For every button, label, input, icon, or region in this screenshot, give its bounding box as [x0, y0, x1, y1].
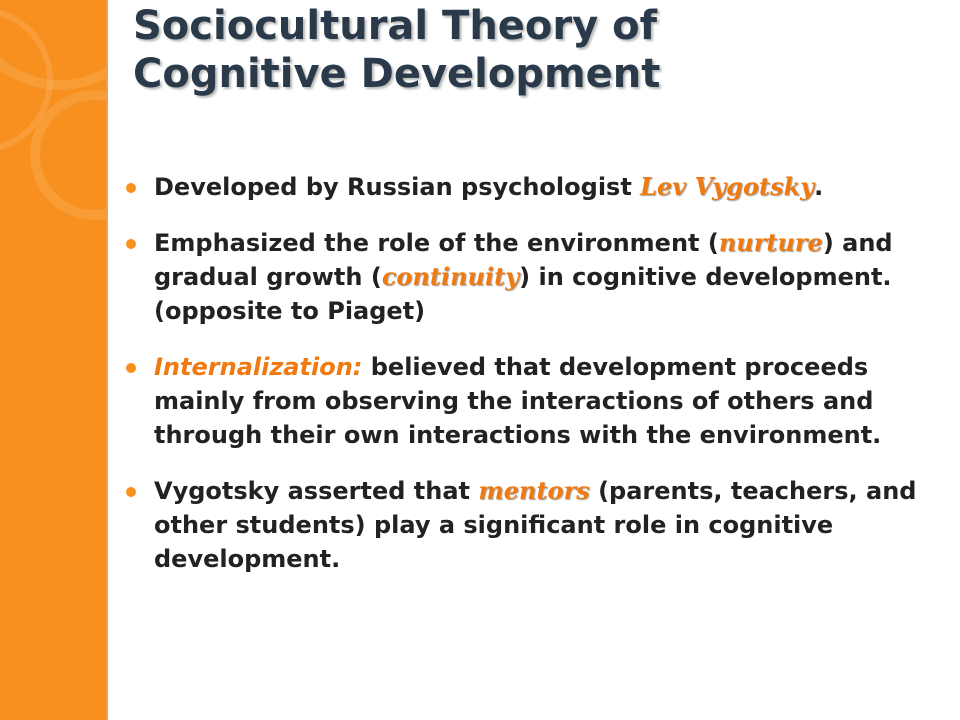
bullet-text: believed that development proceeds mainly from observing the interactions of others and through their own interactions with the environment. [154, 353, 882, 449]
sidebar-arc-decoration [0, 0, 106, 720]
title-line-2: Cognitive Development [133, 51, 661, 97]
bullet-text: Emphasized the role of the environment ( [154, 229, 719, 257]
bullet-dot-icon [126, 183, 136, 193]
bullet-dot-icon [126, 363, 136, 373]
bullet-text: (parents, teachers, and other students) play a significant role in cognitive development. [154, 477, 917, 573]
bullet-item [126, 350, 926, 452]
title-line-1: Sociocultural Theory of [133, 3, 658, 49]
bullet-text: ) in cognitive development. (opposite to Piaget) [154, 263, 892, 325]
bullet-text: . [814, 173, 824, 201]
decorative-sidebar [0, 0, 106, 720]
bullet-list [126, 170, 926, 598]
bullet-item [126, 474, 926, 576]
bullet-dot-icon [126, 239, 136, 249]
highlight-term: continuity [381, 262, 520, 291]
bullet-text: Developed by Russian psychologist [154, 173, 641, 201]
highlight-term: nurture [718, 228, 823, 257]
bullet-text: ) and gradual growth ( [154, 229, 893, 291]
bullet-dot-icon [126, 487, 136, 497]
bullet-item [126, 170, 926, 204]
highlight-term: mentors [478, 476, 590, 505]
bullet-item [126, 226, 926, 328]
sidebar-edge [106, 0, 108, 720]
bullet-text: Vygotsky asserted that [154, 477, 479, 505]
slide-title [133, 2, 933, 98]
highlight-term: Internalization: [154, 353, 363, 381]
highlight-name: Lev Vygotsky [640, 172, 815, 201]
